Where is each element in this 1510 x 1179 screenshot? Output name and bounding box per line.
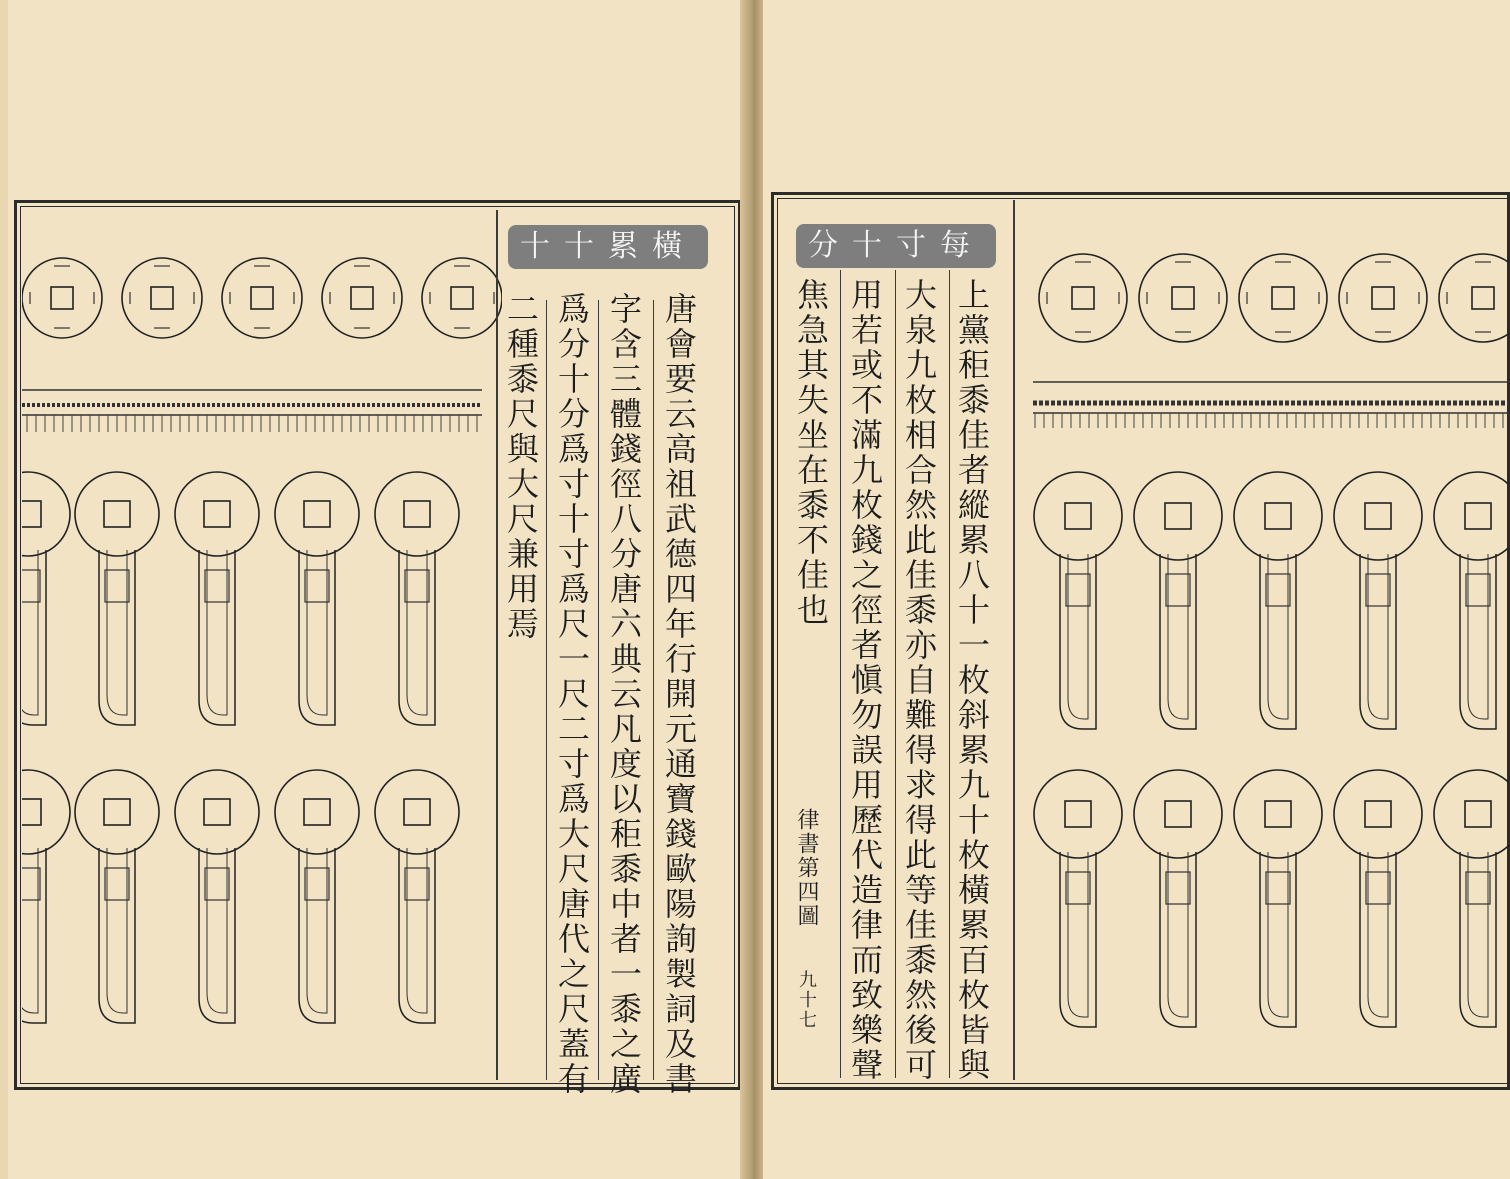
daquan-coin-row xyxy=(1039,254,1509,342)
margin-book-label: 律書第四圖 xyxy=(794,808,819,928)
spade-coin xyxy=(22,770,70,1023)
spade-coin xyxy=(1234,770,1322,1027)
column-rule xyxy=(840,270,841,1078)
spade-coin xyxy=(1134,770,1222,1027)
ruler-strip xyxy=(22,390,482,432)
spade-coin xyxy=(1034,472,1122,729)
left-page-title: 橫累十十 xyxy=(508,225,708,269)
spade-coin xyxy=(1434,770,1509,1027)
spade-coin xyxy=(175,770,259,1023)
spade-coin xyxy=(75,472,159,725)
text-column-3: 用若或不滿九枚錢之徑者愼勿誤用歷代造律而致樂聲 xyxy=(846,278,884,1083)
coin xyxy=(1439,254,1509,342)
column-rule xyxy=(1013,200,1015,1080)
coin xyxy=(22,258,102,338)
coin xyxy=(1039,254,1127,342)
spade-coin-row-lower xyxy=(22,770,459,1023)
text-column-1: 上黨秬黍佳者縱累八十一枚斜累九十枚橫累百枚皆與 xyxy=(953,278,991,1083)
right-page xyxy=(763,0,1510,1179)
column-rule xyxy=(598,300,599,1080)
left-page xyxy=(8,0,743,1179)
spade-coin xyxy=(1234,472,1322,729)
coin xyxy=(422,258,502,338)
spade-coin xyxy=(1334,770,1422,1027)
left-coin-illustration xyxy=(22,210,502,1080)
spade-coin xyxy=(275,770,359,1023)
spade-coin xyxy=(1434,472,1509,729)
text-column-2: 字含三體錢徑八分唐六典云凡度以秬黍中者一黍之廣 xyxy=(605,292,643,1097)
spade-coin-row-upper xyxy=(1034,472,1509,729)
spade-coin xyxy=(1134,472,1222,729)
coin xyxy=(322,258,402,338)
spade-coin xyxy=(275,472,359,725)
right-coin-illustration xyxy=(1023,210,1509,1080)
column-rule xyxy=(653,300,654,1080)
coin xyxy=(1239,254,1327,342)
text-column-4: 焦急其失坐在黍不佳也 xyxy=(792,278,830,628)
spade-coin xyxy=(1334,472,1422,729)
spade-coin xyxy=(375,472,459,725)
spade-coin-row-upper xyxy=(22,472,459,725)
column-rule xyxy=(496,210,498,1080)
spade-coin xyxy=(375,770,459,1023)
text-column-3: 爲分十分爲寸十寸爲尺一尺二寸爲大尺唐代之尺蓋有 xyxy=(553,292,591,1097)
page-number: 九十七 xyxy=(796,970,817,1030)
kaiyuan-coin-row xyxy=(22,258,502,338)
text-column-2: 大泉九枚相合然此佳黍亦自難得求得此等佳黍然後可 xyxy=(900,278,938,1083)
coin xyxy=(222,258,302,338)
spade-coin xyxy=(75,770,159,1023)
spade-coin xyxy=(22,472,70,725)
coin xyxy=(122,258,202,338)
column-rule xyxy=(546,300,547,1080)
spade-coin xyxy=(1034,770,1122,1027)
coin xyxy=(1339,254,1427,342)
spade-coin xyxy=(175,472,259,725)
coin xyxy=(1139,254,1227,342)
ruler-strip xyxy=(1033,382,1509,428)
text-column-1: 唐會要云高祖武德四年行開元通寶錢歐陽詢製詞及書 xyxy=(660,292,698,1097)
right-page-title: 每寸十分 xyxy=(796,224,996,268)
column-rule xyxy=(895,270,896,1078)
spade-coin-row-lower xyxy=(1034,770,1509,1027)
text-column-4: 二種黍尺與大尺兼用焉 xyxy=(502,292,540,642)
column-rule xyxy=(949,270,950,1078)
